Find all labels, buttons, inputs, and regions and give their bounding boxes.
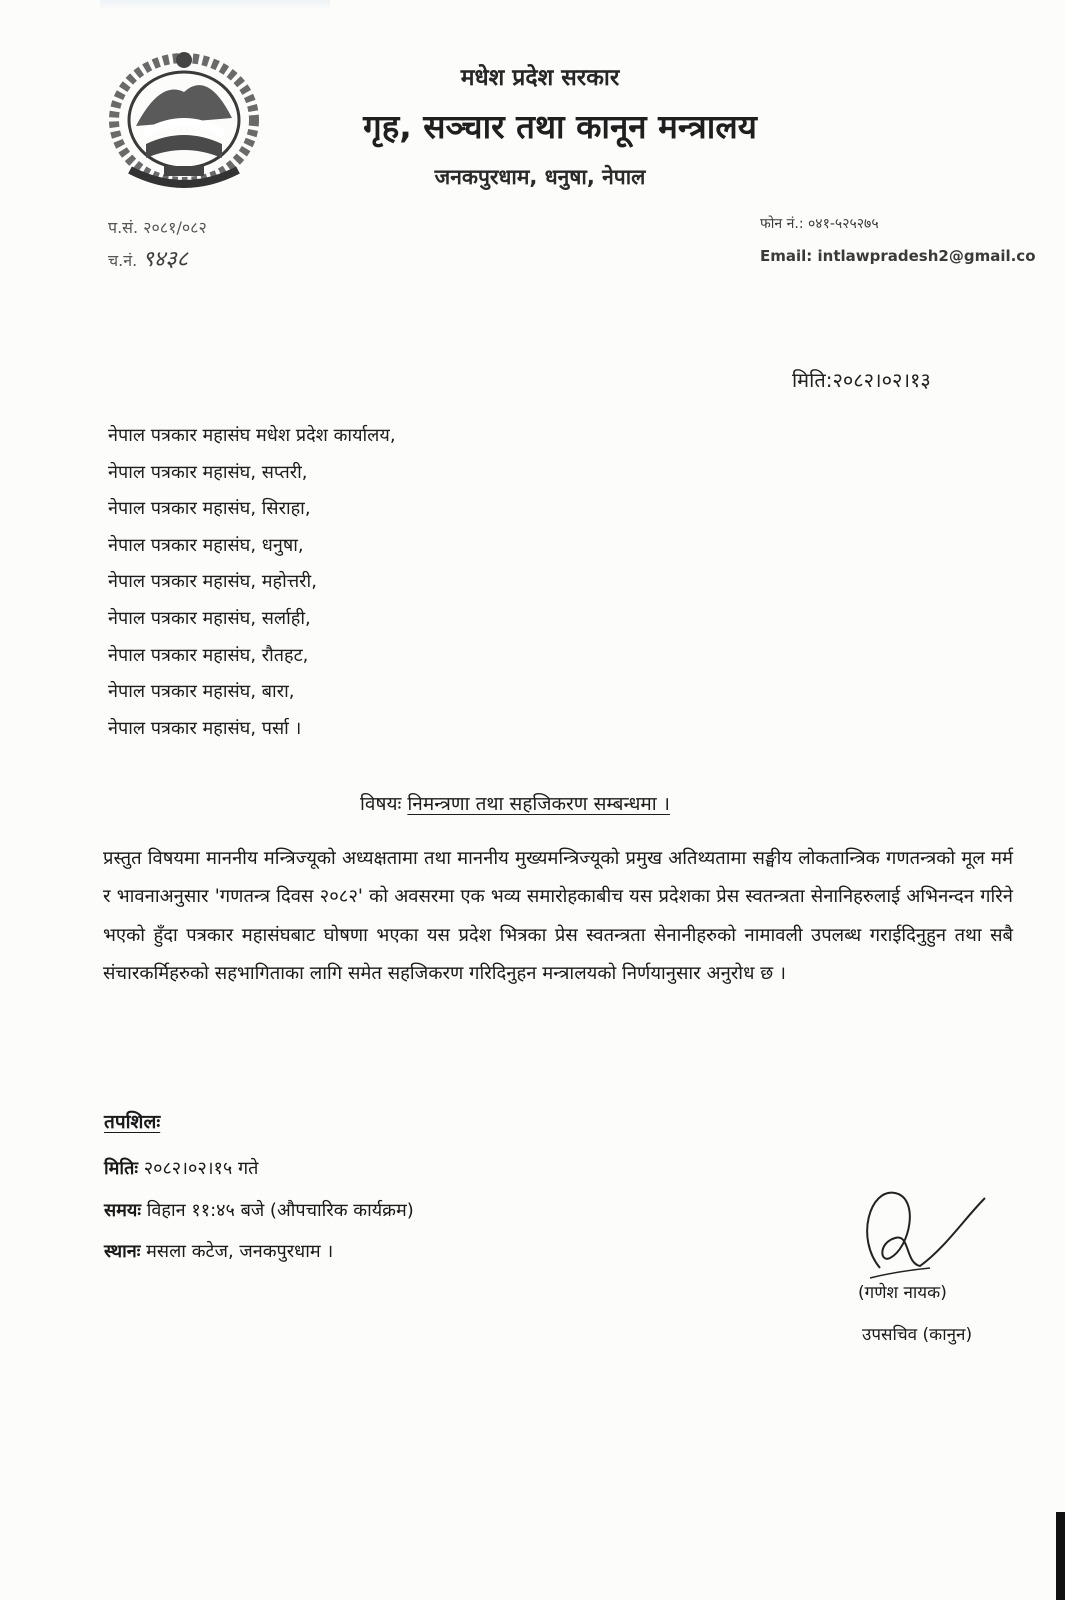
subject-label: विषयः — [360, 793, 402, 815]
details-time-label: समयः — [104, 1199, 142, 1221]
details-list — [104, 1148, 414, 1273]
ministry-address: जनकपुरधाम, धनुषा, नेपाल — [434, 165, 646, 189]
details-place-row — [104, 1231, 414, 1273]
reference-block — [108, 212, 207, 277]
nepal-emblem-icon — [100, 40, 268, 196]
subject-line — [360, 790, 670, 816]
details-date-row — [104, 1148, 414, 1190]
letter-date: मिति:२०८२।०२।१३ — [792, 368, 931, 392]
chn-value-handwritten: ९४३८ — [142, 247, 189, 272]
recipient-line: नेपाल पत्रकार महासंघ, महोत्तरी, — [108, 571, 317, 593]
ps-label: प.सं. — [108, 218, 139, 237]
details-date-value: २०८२।०२।१५ गते — [143, 1158, 259, 1179]
recipient-line: नेपाल पत्रकार महासंघ, बारा, — [108, 681, 295, 703]
phone-number: फोन नं.: ०४१-५२५२७५ — [760, 216, 879, 232]
details-date-label: मितिः — [104, 1158, 138, 1179]
recipient-line: नेपाल पत्रकार महासंघ, सिराहा, — [108, 498, 311, 520]
signatory-title: उपसचिव (कानुन) — [862, 1325, 973, 1345]
details-time-value: विहान ११:४५ बजे (औपचारिक कार्यक्रम) — [146, 1199, 414, 1221]
email-address: Email: intlawpradesh2@gmail.co — [760, 247, 1036, 265]
contact-block — [760, 208, 1036, 272]
letter-body: प्रस्तुत विषयमा माननीय मन्त्रिज्यूको अध्यक्षतामा तथा माननीय मुख्यमन्त्रिज्यूको प्रमुख अतिथ्यतामा सङ्घीय लोकतान्त्रिक गणतन्त्रको मूल मर्म र भावनाअनुसार 'गणतन्त्र दिवस २०८२' को अवसरमा एक भव्य समारोहकाबीच यस प्रदेशका प्रेस स्वतन्त्रता सेनानिहरुलाई अभिनन्दन गरिने भएको हुँदा पत्रकार महासंघबाट घोषणा भएका यस प्रदेश भित्रका प्रेस स्वतन्त्रता सेनानीहरुको नामावली उपलब्ध गराईदिनुहुन तथा सबै संचारकर्मिहरुको सहभागिताका लागि समेत सहजिकरण गरिदिनुहन मन्त्रालयको निर्णयानुसार अनुरोध छ । — [103, 848, 1013, 984]
details-heading: तपशिलः — [104, 1111, 161, 1133]
details-time-row — [104, 1190, 414, 1232]
recipient-list — [108, 418, 396, 747]
signatory-name: (गणेश नायक) — [858, 1283, 947, 1303]
ministry-title: गृह, सञ्चार तथा कानून मन्त्रालय — [363, 107, 757, 146]
letter-ps-number — [108, 212, 207, 244]
top-scan-strip — [100, 0, 330, 10]
subject-text: निमन्त्रणा तथा सहजिकरण सम्बन्धमा । — [407, 793, 670, 815]
recipient-line: नेपाल पत्रकार महासंघ, पर्सा । — [108, 717, 302, 739]
details-place-label: स्थानः — [104, 1241, 141, 1262]
details-place-value: मसला कटेज, जनकपुरधाम । — [146, 1241, 334, 1262]
recipient-line: नेपाल पत्रकार महासंघ मधेश प्रदेश कार्यालय, — [108, 425, 396, 446]
recipient-line: नेपाल पत्रकार महासंघ, रौतहट, — [108, 644, 309, 666]
province-government-title: मधेश प्रदेश सरकार — [460, 65, 620, 91]
chn-label: च.नं. — [108, 251, 138, 270]
recipient-line: नेपाल पत्रकार महासंघ, धनुषा, — [108, 534, 304, 556]
ps-value: २०८१/०८२ — [143, 218, 207, 237]
letter-chalani-number — [108, 244, 207, 277]
recipient-line: नेपाल पत्रकार महासंघ, सप्तरी, — [108, 461, 308, 483]
scan-edge-mark — [1056, 1512, 1065, 1600]
recipient-line: नेपाल पत्रकार महासंघ, सर्लाही, — [108, 607, 311, 629]
